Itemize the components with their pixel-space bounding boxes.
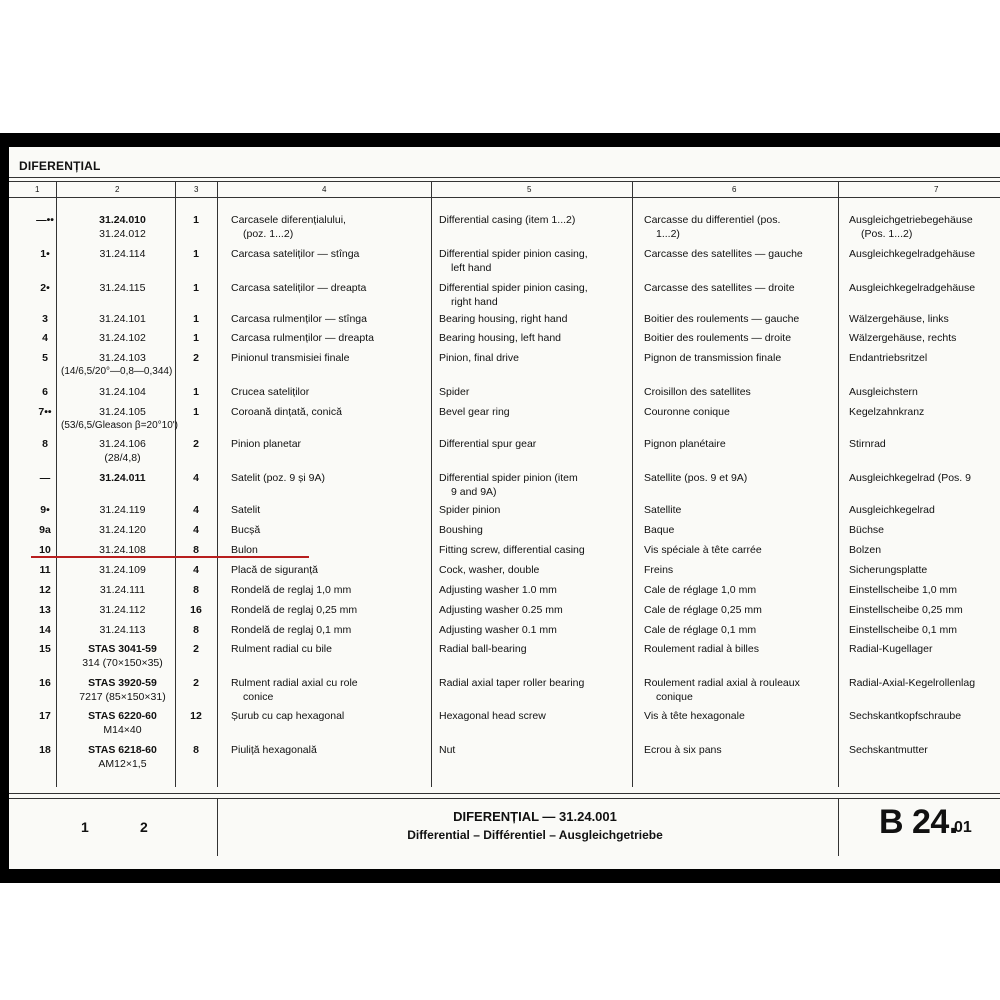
french-name-line: Cale de réglage 0,1 mm: [644, 624, 757, 636]
german-name-line: Radial-Axial-Kegelrollenlag: [849, 677, 976, 689]
part-code-line: 31.24.120: [99, 524, 146, 536]
part-code-line: 314 (70×150×35): [82, 657, 163, 669]
romanian-name-line: Rulment radial axial cu role: [231, 677, 358, 689]
french-name-line: Vis spéciale à tête carrée: [644, 544, 762, 556]
german-name-line: Ausgleichkegelrad: [849, 504, 935, 516]
cell-french: [644, 623, 839, 637]
cell-romanian: [231, 213, 431, 241]
footer-divider-2: [838, 798, 839, 856]
romanian-name-line: Placă de siguranță: [231, 564, 318, 576]
cell-german: [849, 405, 1000, 419]
part-code-line: STAS 6218-60: [88, 744, 157, 756]
english-name-line: Adjusting washer 0.1 mm: [439, 624, 557, 636]
part-code-line: 31.24.111: [99, 584, 146, 596]
cell-quantity: 4: [193, 504, 199, 516]
french-name-line: Freins: [644, 564, 674, 576]
cell-quantity: 8: [193, 544, 199, 556]
romanian-name-line: Bucșă: [231, 524, 261, 536]
cell-part-code: [65, 281, 180, 295]
cell-position: 10: [39, 544, 51, 556]
french-name-line: 1...2): [656, 228, 680, 240]
cell-part-code: [65, 603, 180, 617]
romanian-name-line: Carcasa rulmenților — dreapta: [231, 332, 374, 344]
english-name-line: Differential casing (item 1...2): [439, 214, 576, 226]
romanian-name-line: Rulment radial cu bile: [231, 643, 332, 655]
french-name-line: Satellite: [644, 504, 682, 516]
cell-french: [644, 281, 839, 295]
cell-english: [439, 503, 634, 517]
cell-german: [849, 603, 1000, 617]
romanian-name-line: Coroană dințată, conică: [231, 406, 342, 418]
cell-romanian: [231, 437, 431, 451]
cell-german: [849, 709, 1000, 723]
cell-german: [849, 385, 1000, 399]
cell-english: [439, 523, 634, 537]
cell-german: [849, 676, 1000, 690]
cell-english: [439, 247, 634, 275]
german-name-line: Einstellscheibe 1,0 mm: [849, 584, 957, 596]
cell-german: [849, 523, 1000, 537]
cell-german: [849, 743, 1000, 757]
cell-english: [439, 405, 634, 419]
cell-romanian: [231, 523, 431, 537]
part-code-line: AM12×1,5: [98, 758, 147, 770]
part-spec: (53/6,5/Gleason β=20°10'): [61, 420, 179, 431]
german-name-line: Wälzergehäuse, rechts: [849, 332, 957, 344]
romanian-name-line: Șurub cu cap hexagonal: [231, 710, 345, 722]
cell-quantity: 4: [193, 524, 199, 536]
rule-header-bottom: [9, 197, 1000, 198]
part-code-line: 31.24.113: [99, 624, 146, 636]
french-name-line: Carcasse des satellites — droite: [644, 282, 795, 294]
cell-part-code: [65, 471, 180, 485]
french-name-line: Vis à tête hexagonale: [644, 710, 745, 722]
document-page: [9, 147, 1000, 869]
french-name-line: Croisillon des satellites: [644, 386, 751, 398]
romanian-name-line: Carcasa sateliților — stînga: [231, 248, 360, 260]
cell-part-code: [65, 642, 180, 670]
cell-quantity: 2: [193, 643, 199, 655]
french-name-line: Baque: [644, 524, 675, 536]
english-name-line: Pinion, final drive: [439, 352, 519, 364]
part-code-line: 7217 (85×150×31): [79, 691, 166, 703]
cell-position: 5: [42, 352, 48, 364]
part-code-line: (28/4,8): [104, 452, 141, 464]
cell-part-code: [65, 743, 180, 771]
cell-german: [849, 543, 1000, 557]
cell-position: 17: [39, 710, 51, 722]
sheet-code-suffix: 01: [954, 819, 972, 836]
cell-position: 15: [39, 643, 51, 655]
cell-quantity: 2: [193, 677, 199, 689]
french-name-line: Boitier des roulements — gauche: [644, 313, 800, 325]
cell-english: [439, 583, 634, 597]
cell-english: [439, 543, 634, 557]
english-name-line: Bevel gear ring: [439, 406, 510, 418]
romanian-name-line: Carcasa rulmenților — stînga: [231, 313, 367, 325]
cell-french: [644, 543, 839, 557]
cell-part-code: [65, 213, 180, 241]
cell-french: [644, 351, 839, 365]
cell-french: [644, 563, 839, 577]
english-name-line: Cock, washer, double: [439, 564, 540, 576]
cell-german: [849, 351, 1000, 365]
german-name-line: Endantriebsritzel: [849, 352, 928, 364]
english-name-line: Radial axial taper roller bearing: [439, 677, 585, 689]
english-name-line: Hexagonal head screw: [439, 710, 546, 722]
cell-position: 7••: [38, 406, 52, 418]
french-name-line: Cale de réglage 1,0 mm: [644, 584, 757, 596]
part-code-line: 31.24.114: [99, 248, 146, 260]
cell-position: —: [39, 472, 51, 484]
french-name-line: Ecrou à six pans: [644, 744, 722, 756]
english-name-line: 9 and 9A): [451, 486, 497, 498]
french-name-line: Pignon de transmission finale: [644, 352, 782, 364]
cell-romanian: [231, 642, 431, 656]
part-spec: (14/6,5/20°—0,8—0,344): [61, 366, 173, 377]
french-name-line: Carcasse du differentiel (pos.: [644, 214, 781, 226]
cell-french: [644, 583, 839, 597]
german-name-line: Sechskantmutter: [849, 744, 928, 756]
english-name-line: Differential spider pinion (item: [439, 472, 578, 484]
cell-english: [439, 676, 634, 690]
french-name-line: Satellite (pos. 9 et 9A): [644, 472, 748, 484]
romanian-name-line: Satelit (poz. 9 și 9A): [231, 472, 325, 484]
english-name-line: Boushing: [439, 524, 483, 536]
cell-part-code: [65, 437, 180, 465]
cell-english: [439, 603, 634, 617]
german-name-line: Ausgleichkegelradgehäuse: [849, 282, 976, 294]
part-code-line: 31.24.108: [99, 544, 146, 556]
cell-english: [439, 281, 634, 309]
english-name-line: Differential spider pinion casing,: [439, 282, 588, 294]
page-title: DIFERENȚIAL: [19, 159, 101, 173]
rule-top: [9, 177, 1000, 178]
german-name-line: Wälzergehäuse, links: [849, 313, 949, 325]
cell-part-code: [65, 543, 180, 557]
romanian-name-line: (poz. 1...2): [243, 228, 294, 240]
cell-german: [849, 503, 1000, 517]
cell-quantity: 8: [193, 584, 199, 596]
cell-romanian: [231, 676, 431, 704]
cell-german: [849, 281, 1000, 295]
cell-position: 3: [42, 313, 48, 325]
romanian-name-line: Rondelă de reglaj 0,25 mm: [231, 604, 358, 616]
cell-romanian: [231, 623, 431, 637]
french-name-line: Cale de réglage 0,25 mm: [644, 604, 762, 616]
col-header-1: 1: [35, 185, 40, 194]
part-code-line: 31.24.102: [99, 332, 146, 344]
cell-quantity: 1: [193, 214, 199, 226]
cell-french: [644, 247, 839, 261]
romanian-name-line: Carcasa sateliților — dreapta: [231, 282, 367, 294]
cell-german: [849, 213, 1000, 241]
german-name-line: Sicherungsplatte: [849, 564, 928, 576]
romanian-name-line: Carcasele diferențialului,: [231, 214, 346, 226]
english-name-line: Adjusting washer 0.25 mm: [439, 604, 563, 616]
cell-french: [644, 743, 839, 757]
cell-french: [644, 437, 839, 451]
cell-german: [849, 642, 1000, 656]
cell-quantity: 1: [193, 313, 199, 325]
cell-position: 1•: [40, 248, 50, 260]
german-name-line: Ausgleichstern: [849, 386, 918, 398]
part-code-line: STAS 6220-60: [88, 710, 157, 722]
part-code-line: 31.24.010: [99, 214, 146, 226]
cell-quantity: 2: [193, 438, 199, 450]
cell-english: [439, 437, 634, 451]
cell-english: [439, 312, 634, 326]
col-header-2: 2: [115, 185, 120, 194]
cell-romanian: [231, 743, 431, 757]
french-name-line: Couronne conique: [644, 406, 730, 418]
english-name-line: left hand: [451, 262, 492, 274]
cell-position: 13: [39, 604, 51, 616]
french-name-line: Roulement radial axial à rouleaux: [644, 677, 800, 689]
cell-quantity: 4: [193, 472, 199, 484]
german-name-line: (Pos. 1...2): [861, 228, 913, 240]
cell-english: [439, 213, 634, 227]
cell-french: [644, 213, 839, 241]
cell-quantity: 12: [190, 710, 202, 722]
cell-french: [644, 503, 839, 517]
col-divider-4: [431, 181, 432, 787]
cell-romanian: [231, 281, 431, 295]
cell-english: [439, 385, 634, 399]
cell-german: [849, 623, 1000, 637]
cell-romanian: [231, 312, 431, 326]
cell-romanian: [231, 563, 431, 577]
cell-french: [644, 709, 839, 723]
cell-quantity: 1: [193, 406, 199, 418]
part-code-line: 31.24.105: [99, 406, 146, 418]
highlight-underline: [31, 556, 309, 558]
cell-german: [849, 471, 1000, 485]
rule-footer-top-2: [9, 798, 1000, 799]
cell-german: [849, 563, 1000, 577]
cell-english: [439, 471, 634, 499]
cell-part-code: [65, 247, 180, 261]
english-name-line: Adjusting washer 1.0 mm: [439, 584, 557, 596]
cell-english: [439, 563, 634, 577]
cell-french: [644, 385, 839, 399]
cell-romanian: [231, 709, 431, 723]
cell-quantity: 1: [193, 386, 199, 398]
part-code-line: 31.24.101: [99, 313, 146, 325]
english-name-line: Spider pinion: [439, 504, 501, 516]
english-name-line: Bearing housing, left hand: [439, 332, 562, 344]
col-header-5: 5: [527, 185, 532, 194]
cell-position: 6: [42, 386, 48, 398]
part-code-line: 31.24.112: [99, 604, 146, 616]
french-name-line: Carcasse des satellites — gauche: [644, 248, 803, 260]
cell-position: 8: [42, 438, 48, 450]
romanian-name-line: Crucea sateliților: [231, 386, 310, 398]
cell-romanian: [231, 351, 431, 365]
cell-position: 14: [39, 624, 51, 636]
cell-position: 11: [39, 564, 51, 576]
cell-quantity: 2: [193, 352, 199, 364]
german-name-line: Einstellscheibe 0,1 mm: [849, 624, 957, 636]
cell-part-code: [65, 331, 180, 345]
cell-position: 9•: [40, 504, 50, 516]
german-name-line: Büchse: [849, 524, 885, 536]
col-divider-3: [217, 181, 218, 787]
footer-title-ro: DIFERENȚIAL — 31.24.001: [453, 809, 617, 824]
cell-position: 16: [39, 677, 51, 689]
cell-position: 2•: [40, 282, 50, 294]
cell-romanian: [231, 247, 431, 261]
cell-position: 18: [39, 744, 51, 756]
sheet-code: B 24.: [879, 803, 958, 841]
german-name-line: Ausgleichgetriebegehäuse: [849, 214, 973, 226]
english-name-line: Fitting screw, differential casing: [439, 544, 585, 556]
romanian-name-line: Rondelă de reglaj 0,1 mm: [231, 624, 352, 636]
cell-part-code: [65, 312, 180, 326]
cell-german: [849, 437, 1000, 451]
footer-divider-1: [217, 798, 218, 856]
footer-number-1: 1: [81, 819, 89, 835]
cell-part-code: [65, 583, 180, 597]
cell-position: 9a: [39, 524, 51, 536]
cell-romanian: [231, 331, 431, 345]
cell-english: [439, 351, 634, 365]
german-name-line: Radial-Kugellager: [849, 643, 933, 655]
cell-french: [644, 405, 839, 419]
english-name-line: Bearing housing, right hand: [439, 313, 568, 325]
cell-romanian: [231, 405, 431, 419]
cell-part-code: [65, 563, 180, 577]
cell-part-code: [65, 709, 180, 737]
english-name-line: Radial ball-bearing: [439, 643, 527, 655]
german-name-line: Sechskantkopfschraube: [849, 710, 962, 722]
french-name-line: conique: [656, 691, 693, 703]
footer-title-multilingual: Differential – Différentiel – Ausgleichgetriebe: [407, 828, 663, 842]
cell-part-code: [65, 676, 180, 704]
romanian-name-line: Satelit: [231, 504, 261, 516]
cell-french: [644, 676, 839, 704]
cell-french: [644, 471, 839, 485]
cell-part-code: [65, 405, 180, 419]
cell-french: [644, 603, 839, 617]
german-name-line: Ausgleichkegelrad (Pos. 9: [849, 472, 971, 484]
part-code-line: STAS 3920-59: [88, 677, 157, 689]
cell-part-code: [65, 351, 180, 365]
english-name-line: Differential spur gear: [439, 438, 537, 450]
german-name-line: Stirnrad: [849, 438, 886, 450]
cell-part-code: [65, 503, 180, 517]
part-code-line: 31.24.012: [99, 228, 146, 240]
rule-footer-top: [9, 793, 1000, 794]
cell-quantity: 4: [193, 564, 199, 576]
part-code-line: 31.24.119: [99, 504, 146, 516]
col-header-4: 4: [322, 185, 327, 194]
german-name-line: Ausgleichkegelradgehäuse: [849, 248, 976, 260]
col-header-7: 7: [934, 185, 939, 194]
rule-top-2: [9, 181, 1000, 182]
cell-english: [439, 642, 634, 656]
french-name-line: Roulement radial à billes: [644, 643, 759, 655]
cell-romanian: [231, 543, 431, 557]
cell-german: [849, 247, 1000, 261]
cell-romanian: [231, 603, 431, 617]
part-code-line: 31.24.106: [99, 438, 146, 450]
cell-english: [439, 709, 634, 723]
cell-english: [439, 743, 634, 757]
cell-german: [849, 331, 1000, 345]
cell-french: [644, 312, 839, 326]
cell-romanian: [231, 385, 431, 399]
part-code-line: STAS 3041-59: [88, 643, 157, 655]
french-name-line: Boitier des roulements — droite: [644, 332, 792, 344]
english-name-line: Nut: [439, 744, 456, 756]
cell-romanian: [231, 471, 431, 485]
cell-german: [849, 312, 1000, 326]
english-name-line: right hand: [451, 296, 498, 308]
german-name-line: Bolzen: [849, 544, 882, 556]
part-code-line: 31.24.103: [99, 352, 146, 364]
romanian-name-line: Pinionul transmisiei finale: [231, 352, 350, 364]
romanian-name-line: Pinion planetar: [231, 438, 302, 450]
cell-part-code: [65, 623, 180, 637]
cell-quantity: 8: [193, 624, 199, 636]
cell-french: [644, 331, 839, 345]
cell-quantity: 1: [193, 282, 199, 294]
footer-number-2: 2: [140, 819, 148, 835]
cell-position: —••: [36, 214, 54, 226]
cell-quantity: 8: [193, 744, 199, 756]
part-code-line: 31.24.109: [99, 564, 146, 576]
col-header-3: 3: [194, 185, 199, 194]
romanian-name-line: Rondelă de reglaj 1,0 mm: [231, 584, 352, 596]
german-name-line: Einstellscheibe 0,25 mm: [849, 604, 963, 616]
cell-part-code: [65, 523, 180, 537]
french-name-line: Pignon planétaire: [644, 438, 726, 450]
cell-german: [849, 583, 1000, 597]
romanian-name-line: conice: [243, 691, 274, 703]
cell-quantity: 1: [193, 248, 199, 260]
part-code-line: 31.24.115: [99, 282, 146, 294]
cell-quantity: 1: [193, 332, 199, 344]
cell-part-code: [65, 385, 180, 399]
romanian-name-line: Bulon: [231, 544, 258, 556]
part-code-line: M14×40: [103, 724, 142, 736]
cell-french: [644, 523, 839, 537]
cell-quantity: 16: [190, 604, 202, 616]
cell-romanian: [231, 503, 431, 517]
english-name-line: Spider: [439, 386, 470, 398]
part-code-line: 31.24.011: [99, 472, 146, 484]
romanian-name-line: Piuliță hexagonală: [231, 744, 317, 756]
cell-english: [439, 623, 634, 637]
col-header-6: 6: [732, 185, 737, 194]
cell-english: [439, 331, 634, 345]
cell-position: 4: [42, 332, 48, 344]
cell-french: [644, 642, 839, 656]
english-name-line: Differential spider pinion casing,: [439, 248, 588, 260]
german-name-line: Kegelzahnkranz: [849, 406, 925, 418]
cell-romanian: [231, 583, 431, 597]
part-code-line: 31.24.104: [99, 386, 146, 398]
cell-position: 12: [39, 584, 51, 596]
